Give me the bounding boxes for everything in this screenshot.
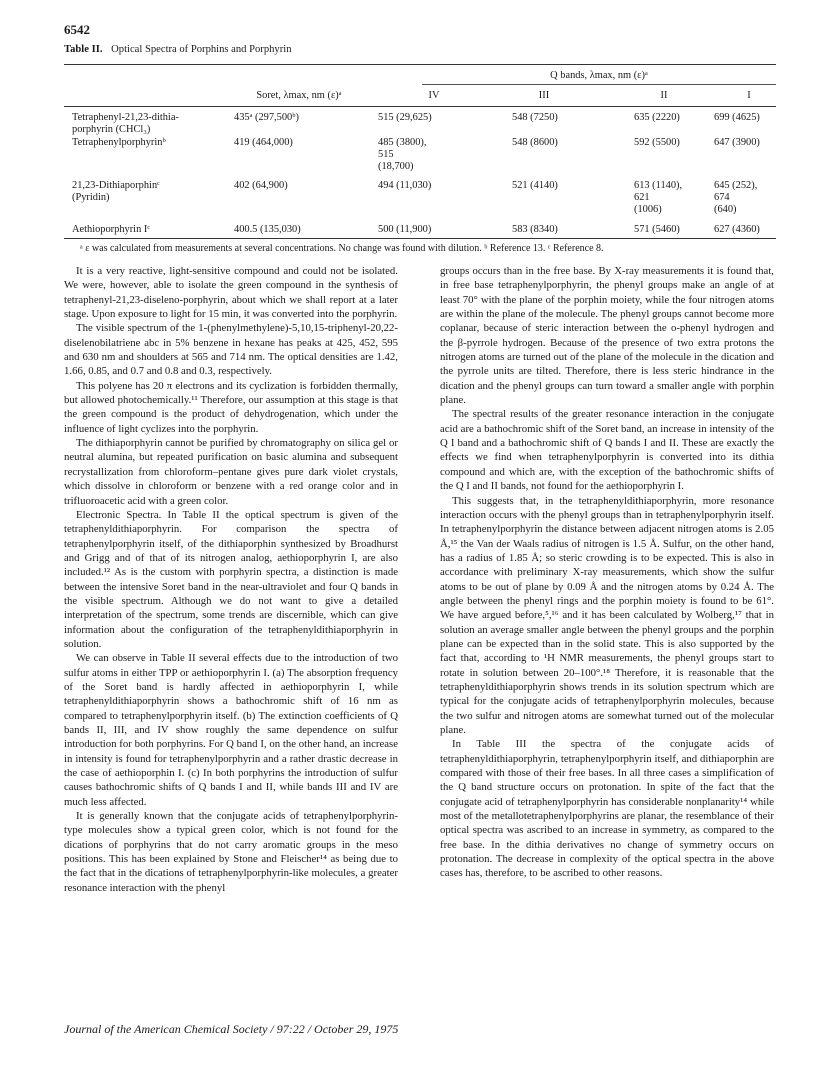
table-row-1-iii: 548 (8600) xyxy=(512,137,558,148)
col-header-iv: IV xyxy=(428,90,440,101)
paragraph: It is generally known that the conjugate acids of tetraphenylporphyrin-type molecules show a typical green color, which is not found for the dications of porphyrins that do not carry aromatic groups in the meso positions. This has been explained by Stone and Fleischer¹⁴ as being due to the fact that in the dications of tetraphenylporphyrin-like molecules, a greater resonance interaction with the phenyl xyxy=(64,810,398,894)
q-bands-rule xyxy=(422,84,776,85)
table-row-1-soret: 419 (464,000) xyxy=(234,137,293,148)
col-header-ii: II xyxy=(660,90,668,101)
table-row-3-name: Aethioporphyrin Iᶜ xyxy=(72,224,150,235)
paragraph: groups occurs than in the free base. By X-ray measurements it is found that, in free base tetraphenylporphyrin, the phenyl groups make an angle of at least 70° with the plane of the porphin moiety, while the four nitrogen atoms are within the plane of the molecule. The phenyl groups cannot become more coplanar, because of steric interaction between the o-phenyl hydrogen and the β-pyrrole hydrogen. Because of the presence of two extra protons the nitrogen atoms are turned out of the plane of the molecule in the dication and the pyrrole units are tilted. Therefore, there is less steric hindrance in the dication and the phenyl groups can turn toward a smaller angle with porphin plane. xyxy=(440,265,774,407)
table-row-3-soret: 400.5 (135,030) xyxy=(234,224,301,235)
table-row-1-ii: 592 (5500) xyxy=(634,137,680,148)
table-label: Table II. xyxy=(64,44,103,55)
q-bands-header: Q bands, λmax, nm (ε)ᵃ xyxy=(550,70,648,81)
table-row-0-name: Tetraphenyl-21,23-dithia- porphyrin (CHCl₃) xyxy=(72,112,179,136)
table-row-2-iv: 494 (11,030) xyxy=(378,180,432,191)
paragraph: The dithiaporphyrin cannot be purified by chromatography on silica gel or neutral alumina, but repeated purification on basic alumina and subsequent recrystallization from chloroform–pentane gives pure dark violet crystals, which dissolve in chloroform or benzene with a red orange color and in trifluoroacetic acid with a green color. xyxy=(64,437,398,507)
table-row-0-soret: 435ᵃ (297,500ᵇ) xyxy=(234,112,299,123)
paragraph: This suggests that, in the tetraphenyldithiaporphyrin, more resonance interaction occurs with the phenyl groups than in tetraphenylporphyrin itself. In tetraphenylporphyrin the distance between adjacent nitrogen atoms is 2.05 Å,¹⁵ the Van der Waals radius of nitrogen is 1.5 Å. Sulfur, on the other hand, has a radius of 1.85 Å; so steric crowding is to be expected. This is also in accordance with preliminary X-ray measurements, which show the sulfur atoms to be out of plane by 0.09 Å and the nitrogen atoms by 0.24 Å. The angle between the phenyl rings and the porphin moiety is found to be 61°. We have argued before,⁵,¹⁶ and it has been calculated by Wolberg,¹⁷ that in solution an average smaller angle between the phenyl groups and the porphin plane can be expected than in the solid state. This is also supported by the fact that, according to ¹H NMR measurements, the phenyl groups start to rotate in solution between 20–100°.¹⁸ Therefore, it is reasonable that the tetraphenyldithiaporphyrin shows trends in its solution spectrum which are typical for the conjugate acids of tetraphenylporphyrin molecules, because the two sulfur and nitrogen atoms are somewhat turned out of the molecular plane. xyxy=(440,494,774,736)
paragraph: It is a very reactive, light-sensitive compound and could not be isolated. We were, however, able to isolate the green compound in the synthesis of tetraphenyl-21,23-diseleno-porphyrin, about which we shall report at a later stage. Upon exposure to light for 15 min, it was converted into the porphyrin. xyxy=(64,265,398,321)
table-bottom-rule xyxy=(64,238,776,239)
table-row-0-iii: 548 (7250) xyxy=(512,112,558,123)
table-top-rule xyxy=(64,64,776,65)
table-row-2-i: 645 (252), 674 (640) xyxy=(714,180,758,216)
table-row-0-i: 699 (4625) xyxy=(714,112,760,123)
table-row-3-iii: 583 (8340) xyxy=(512,224,558,235)
paragraph: Electronic Spectra. In Table II the optical spectrum is given of the tetraphenyldithiaporphyrin. For comparison the spectra of tetraphenylporphyrin itself, of the dithiaporphin synthesized by Broadhurst and Grigg and of that of its nitrogen analog, aethioporphyrin I, are also included.¹² As is the custom with porphyrin spectra, a distinction is made between the intensive Soret band in the near-ultraviolet and four Q bands in the visible spectrum. Although we do not want to give a detailed interpretation of the spectrum, some trends are discernible, which can give information about the configuration of the tetraphenyldithiaporphyrin in solution. xyxy=(64,508,398,650)
table-row-1-iv: 485 (3800), 515 (18,700) xyxy=(378,137,427,173)
right-column xyxy=(440,264,774,881)
table-row-2-iii: 521 (4140) xyxy=(512,180,558,191)
paragraph: The visible spectrum of the 1-(phenylmethylene)-5,10,15-triphenyl-20,22-diselenobilatriene abc in 5% benzene in hexane has peaks at 425, 452, 595 and 630 nm and shoulders at 565 and 714 nm. The optical densities are 1.42, 1.66, 0.85, and 0.7 and 0.8 and 0.3, respectively. xyxy=(64,322,398,378)
table-caption: Optical Spectra of Porphins and Porphyrin xyxy=(111,44,292,55)
table-row-3-ii: 571 (5460) xyxy=(634,224,680,235)
table-row-3-iv: 500 (11,900) xyxy=(378,224,432,235)
table-footnote: ᵃ ε was calculated from measurements at several concentrations. No change was found with dilution. ᵇ Reference 13. ᶜ Reference 8. xyxy=(80,243,604,254)
table-row-2-ii: 613 (1140), 621 (1006) xyxy=(634,180,683,216)
paragraph: The spectral results of the greater resonance interaction in the conjugate acid are a bathochromic shift of the Soret band, an increase in intensity of the Q I band and a bathochromic shift of Q bands I and II. These are exactly the effects we find when tetraphenylporphyrin is converted into its dithia compound and which are, with the exception of the bathochromic shifts of the Q I and II bands, not found for the aethioporphyrin I. xyxy=(440,408,774,493)
table-row-1-name: Tetraphenylporphyrinᵇ xyxy=(72,137,166,148)
page-number: 6542 xyxy=(64,22,90,37)
header-rule xyxy=(64,106,776,107)
paragraph: This polyene has 20 π electrons and its cyclization is forbidden thermally, but allowed photochemically.¹¹ Therefore, our assumption at this stage is that the green compound is the product of dehydrogenation, which under the influence of light cyclizes into the porphyrin. xyxy=(64,379,398,435)
col-header-i: I xyxy=(747,90,751,101)
table-row-2-soret: 402 (64,900) xyxy=(234,180,288,191)
table-title xyxy=(64,44,292,55)
left-column xyxy=(64,264,398,895)
paragraph: We can observe in Table II several effects due to the introduction of two sulfur atoms in either TPP or aethioporphyrin I. (a) The absorption frequency of the Soret band is hardly affected in aethioporphyrin I, while tetraphenyldithiaporphyrin shows a bathochromic shift of 16 nm as compared to tetraphenylporphyrin itself. (b) The extinction coefficients of Q bands II, III, and IV show roughly the same dependence on sulfur introduction for both porphyrins. For Q band I, on the other hand, an increase in intensity is found for tetraphenylporphyrin and a rather drastic decrease in the case of aethioporphin I. (c) In both porphyrins the introduction of sulfur causes bathochromic shifts of Q bands I and II, while bands III and IV are much less affected. xyxy=(64,652,398,808)
paragraph: In Table III the spectra of the conjugate acids of tetraphenyldithiaporphyrin, tetraphenylporphyrin itself, and dithiaporphin are compared with those of their free bases. In all three cases a simplification of the Q band structure occurs on protonation. In spite of the fact that the conjugate acid of tetraphenylporphyrin has considerable nonplanarity¹⁴ while most of the metallotetraphenylporphyrins are planar, the resemblance of their optical spectra was ascribed to an increase in symmetry, as compared to the free base. In the dithia derivatives no change of symmetry occurs on protonation. The decrease in complexity of the optical spectra in the above cases has, therefore, to be ascribed to other reasons. xyxy=(440,738,774,880)
col-header-soret: Soret, λmax, nm (ε)ᵃ xyxy=(256,90,342,101)
col-header-iii: III xyxy=(538,90,550,101)
table-row-0-iv: 515 (29,625) xyxy=(378,112,432,123)
table-row-0-ii: 635 (2220) xyxy=(634,112,680,123)
table-row-3-i: 627 (4360) xyxy=(714,224,760,235)
table-row-1-i: 647 (3900) xyxy=(714,137,760,148)
journal-footer: Journal of the American Chemical Society / 97:22 / October 29, 1975 xyxy=(64,1022,399,1036)
table-row-2-name: 21,23-Dithiaporphinᶜ (Pyridin) xyxy=(72,180,160,204)
